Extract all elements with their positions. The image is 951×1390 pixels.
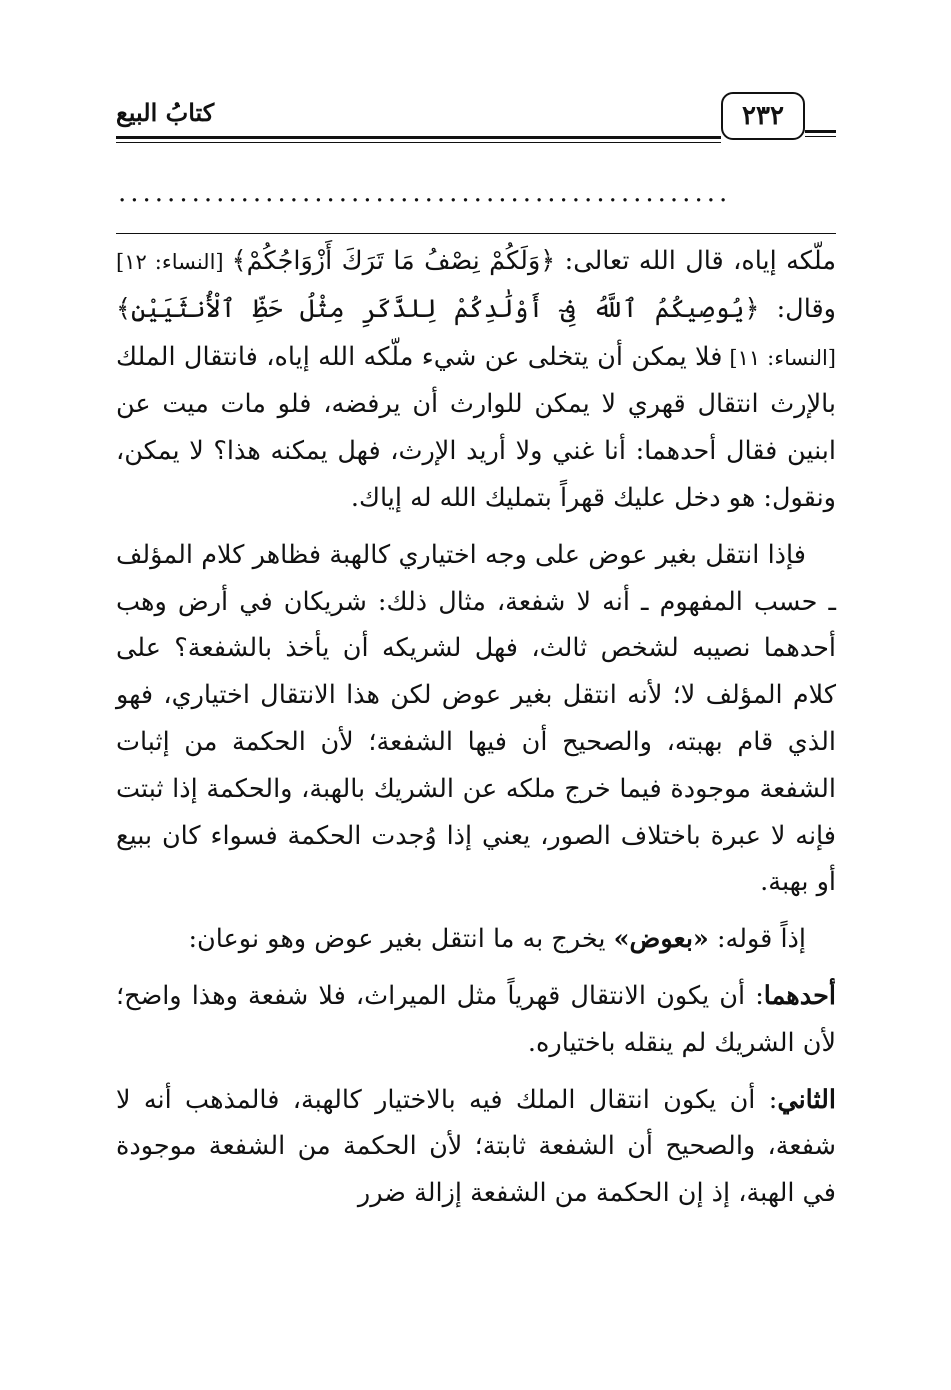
header-rule-thin (116, 142, 721, 143)
page-header (116, 92, 836, 152)
header-rule-right (805, 130, 836, 133)
text-run: ملّكه إياه، قال الله تعالى: (555, 246, 836, 276)
book-title: كتابُ البيع (116, 98, 215, 127)
text-run: : أن يكون انتقال الملك فيه بالاختيار كالهبة، فالمذهب أنه لا شفعة، والصحيح أن الشفعة ثابتة؛ لأن الحكمة من الشفعة موجودة في الهبة، إذ إن الحكمة من الشفعة إزالة ضرر (116, 1084, 836, 1209)
text-run: يخرج به ما انتقل بغير عوض وهو نوعان: (188, 924, 614, 955)
text-run: إذاً قوله: (708, 924, 806, 955)
paragraph (116, 238, 836, 522)
verse-citation: [النساء: ١١] (722, 345, 836, 370)
quran-verse: ﴿يُوصِيكُمُ ٱللَّهُ فِىٓ أَوْلَٰدِكُمْ لِلذَّكَرِ مِثْلُ حَظِّ ٱلْأُنثَيَيْنِ﴾ (116, 293, 760, 324)
text-run: وقال: (759, 293, 836, 324)
verse-citation: [النساء: ١٢] (116, 250, 232, 274)
header-divider (116, 233, 836, 234)
paragraph (116, 532, 836, 906)
text-run: فإذا انتقل بغير عوض على وجه اختياري كالهبة فظاهر كلام المؤلف ـ حسب المفهوم ـ أنه لا شفعة، مثال ذلك: شريكان في أرض وهب أحدهما نصيبه لشخص ثالث، فهل لشريكه أن يأخذ بالشفعة؟ على كلام المؤلف لا؛ لأنه انتقل بغير عوض لكن هذا الانتقال اختياري، فهو الذي قام بهبته، والصحيح أن فيها الشفعة؛ لأن الحكمة من إثبات الشفعة موجودة فيما خرج ملكه عن الشريك بالهبة، والحكمة إذا ثبتت فإنه لا عبرة باختلاف الصور، يعني إذا وُجدت الحكمة فسواء كان ببيع أو بهبة. (116, 539, 836, 898)
text-run: : أن يكون الانتقال قهرياً مثل الميراث، فلا شفعة وهذا واضح؛ لأن الشريك لم ينقله باختياره. (116, 980, 836, 1058)
bold-term: الثاني (777, 1084, 836, 1115)
header-rule-right-thin (805, 136, 836, 137)
page-number: ٢٣٢ (721, 92, 805, 140)
paragraph (116, 973, 836, 1067)
header-rule-thick (116, 136, 721, 139)
separator-dots: .................................................. (118, 178, 732, 208)
quran-verse: ﴿وَلَكُمْ نِصْفُ مَا تَرَكَ أَزْوَاجُكُمْ﴾ (231, 246, 556, 276)
paragraph (116, 1077, 836, 1217)
text-run: فلا يمكن أن يتخلى عن شيء ملّكه الله إياه، فانتقال الملك بالإرث انتقال قهري لا يمكن للوارث أن يرفضه، فلو مات ميت عن ابنين فقال أحدهما: أنا غني ولا أريد الإرث، فهل يمكنه هذا؟ لا يمكن، ونقول: هو دخل عليك قهراً بتمليك الله له إياك. (116, 341, 836, 513)
paragraph (116, 916, 836, 963)
bold-term: «بعوض» (613, 924, 709, 955)
body-text (116, 238, 836, 1217)
bold-term: أحدهما (763, 980, 836, 1011)
